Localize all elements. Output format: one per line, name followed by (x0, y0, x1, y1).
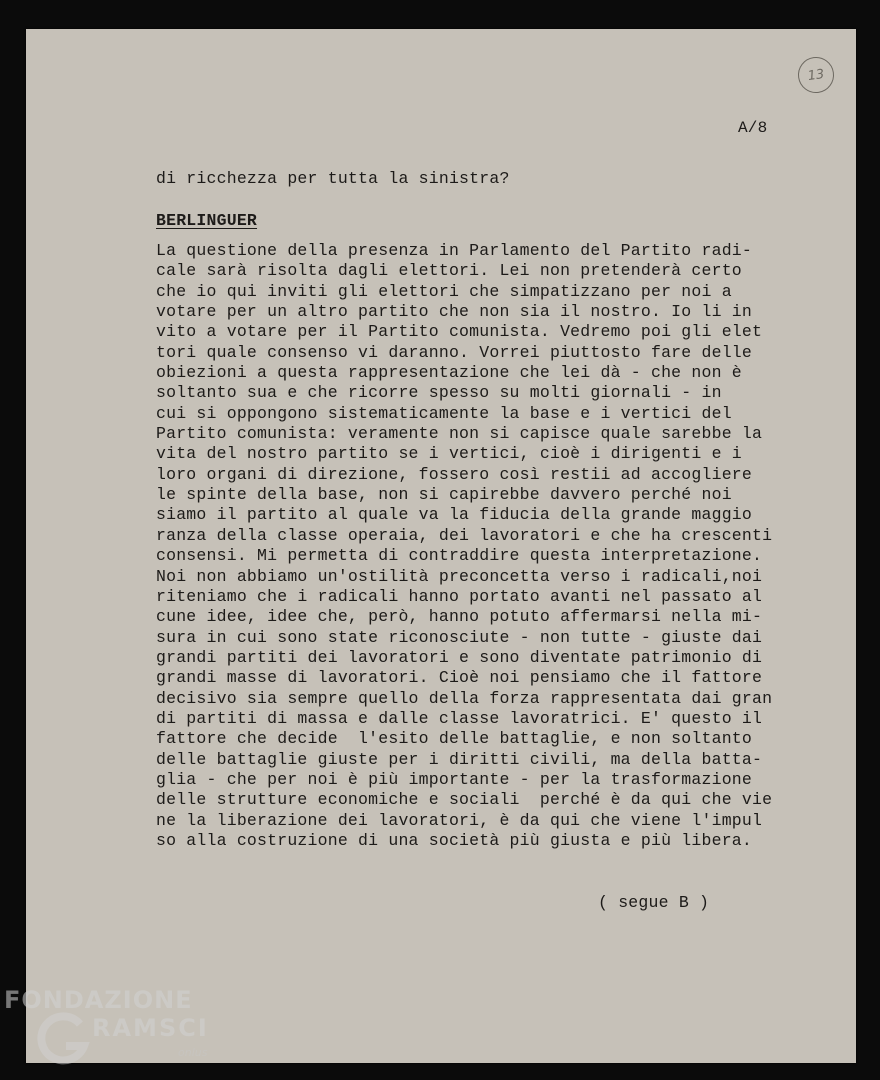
text-line: Partito comunista: veramente non si capisce quale sarebbe la (156, 424, 763, 444)
watermark-suffix: onlus (178, 1046, 208, 1059)
text-line: vita del nostro partito se i vertici, cioè i dirigenti e i (156, 444, 742, 464)
text-line: loro organi di direzione, fossero così restii ad accogliere (156, 464, 752, 484)
text-line: ranza della classe operaia, dei lavoratori e che ha crescenti (156, 525, 773, 545)
typewritten-page (26, 29, 856, 1063)
text-line: glia - che per noi è più importante - per la trasformazione (156, 769, 752, 789)
watermark-g-logo-icon (34, 1010, 94, 1070)
text-line: ne la liberazione dei lavoratori, è da qui che viene l'impul (156, 810, 763, 830)
speaker-heading: BERLINGUER (156, 211, 258, 230)
page-number: A/8 (738, 119, 768, 137)
text-line: grandi partiti dei lavoratori e sono diventate patrimonio di (156, 647, 763, 667)
text-line: delle battaglie giuste per i diritti civili, ma della batta- (156, 749, 763, 769)
carried-over-line: di ricchezza per tutta la sinistra? (156, 169, 510, 188)
text-line: Noi non abbiamo un'ostilità preconcetta verso i radicali,noi (156, 566, 763, 586)
text-line: obiezioni a questa rappresentazione che lei dà - che non è (156, 363, 742, 383)
text-line: cui si oppongono sistematicamente la base e i vertici del (156, 403, 732, 423)
text-line: consensi. Mi permetta di contraddire questa interpretazione. (156, 546, 763, 566)
text-line: soltanto sua e che ricorre spesso su molti giornali - in (156, 383, 722, 403)
continuation-note: ( segue B ) (598, 893, 710, 912)
body-text (156, 241, 806, 851)
fondazione-gramsci-watermark (0, 980, 220, 1080)
text-line: delle strutture economiche e sociali perché è da qui che vie (156, 790, 773, 810)
watermark-title: FONDAZIONE (4, 986, 193, 1014)
text-line: so alla costruzione di una società più giusta e più libera. (156, 830, 752, 850)
text-line: le spinte della base, non si capirebbe davvero perché noi (156, 485, 732, 505)
text-line: riteniamo che i radicali hanno portato avanti nel passato al (156, 586, 763, 606)
archive-stamp (796, 55, 837, 96)
text-line: grandi masse di lavoratori. Cioè noi pensiamo che il fattore (156, 668, 763, 688)
watermark-subtitle: RAMSCI (92, 1014, 209, 1042)
text-line: decisivo sia sempre quello della forza rappresentata dai gran (156, 688, 773, 708)
text-line: cale sarà risolta dagli elettori. Lei non pretenderà certo (156, 261, 742, 281)
text-line: sura in cui sono state riconosciute - non tutte - giuste dai (156, 627, 763, 647)
text-line: fattore che decide l'esito delle battaglie, e non soltanto (156, 729, 752, 749)
text-line: siamo il partito al quale va la fiducia della grande maggio (156, 505, 752, 525)
text-line: tori quale consenso vi daranno. Vorrei piuttosto fare delle (156, 342, 752, 362)
text-line: cune idee, idee che, però, hanno potuto affermarsi nella mi- (156, 607, 763, 627)
text-line: votare per un altro partito che non sia il nostro. Io li in (156, 302, 752, 322)
text-line: che io qui inviti gli elettori che simpatizzano per noi a (156, 281, 732, 301)
archive-stamp-number: 13 (806, 66, 826, 84)
text-line: vito a votare per il Partito comunista. Vedremo poi gli elet (156, 322, 763, 342)
text-line: di partiti di massa e dalle classe lavoratrici. E' questo il (156, 708, 763, 728)
text-line: La questione della presenza in Parlamento del Partito radi- (156, 241, 752, 260)
